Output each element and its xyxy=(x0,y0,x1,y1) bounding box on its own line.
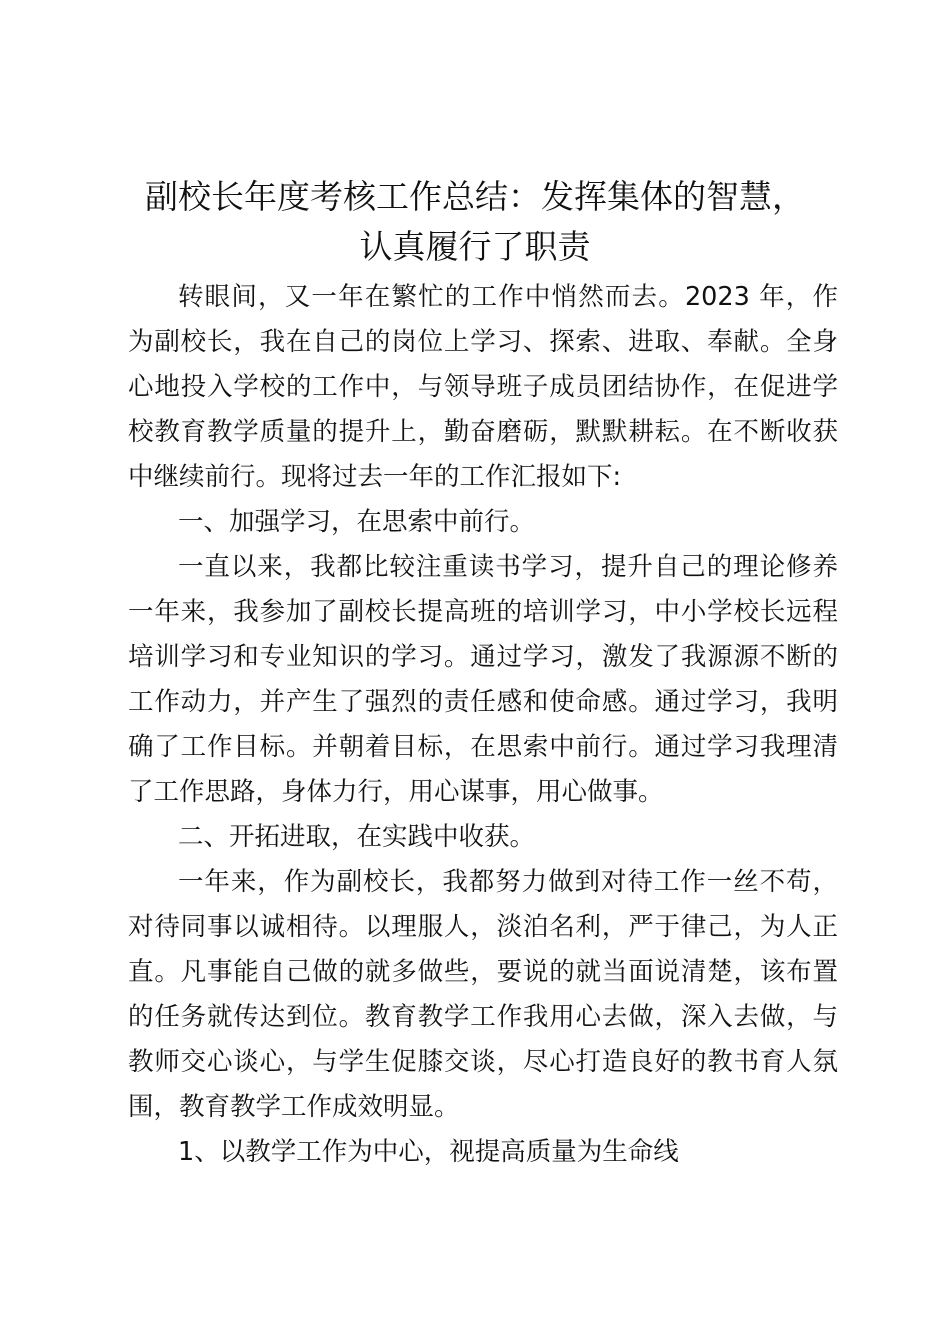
paragraph-line: 一年来，作为副校长，我都努力做到对待工作一丝不苟， xyxy=(178,867,838,897)
paragraph-line: 校教育教学质量的提升上，勤奋磨砺，默默耕耘。在不断收获 xyxy=(128,417,838,447)
paragraph-line: 工作动力，并产生了强烈的责任感和使命感。通过学习，我明 xyxy=(128,687,838,717)
section-heading-2: 二、开拓进取，在实践中收获。 xyxy=(178,822,536,852)
section-heading-1: 一、加强学习，在思索中前行。 xyxy=(178,507,536,537)
paragraph-line: 确了工作目标。并朝着目标，在思索中前行。通过学习我理清 xyxy=(128,732,838,762)
paragraph-line: 培训学习和专业知识的学习。通过学习，激发了我源源不断的 xyxy=(128,642,838,672)
document-title-line-2: 认真履行了职责 xyxy=(359,227,591,266)
paragraph-line: 围，教育教学工作成效明显。 xyxy=(128,1092,460,1122)
paragraph-line: 教师交心谈心，与学生促膝交谈，尽心打造良好的教书育人氛 xyxy=(128,1047,838,1077)
document-title-line-1: 副校长年度考核工作总结：发挥集体的智慧， xyxy=(145,177,805,216)
paragraph-line: 转眼间，又一年在繁忙的工作中悄然而去。2023 年，作 xyxy=(178,282,838,312)
paragraph-line: 了工作思路，身体力行，用心谋事，用心做事。 xyxy=(128,777,664,807)
paragraph-line: 心地投入学校的工作中，与领导班子成员团结协作，在促进学 xyxy=(128,372,838,402)
paragraph-line: 直。凡事能自己做的就多做些，要说的就当面说清楚，该布置 xyxy=(128,957,838,987)
subsection-heading-1: 1、以教学工作为中心，视提高质量为生命线 xyxy=(178,1137,679,1167)
paragraph-line: 对待同事以诚相待。以理服人，淡泊名利，严于律己，为人正 xyxy=(128,912,838,942)
paragraph-line: 一年来，我参加了副校长提高班的培训学习，中小学校长远程 xyxy=(128,597,838,627)
paragraph-line: 的任务就传达到位。教育教学工作我用心去做，深入去做，与 xyxy=(128,1002,838,1032)
paragraph-line: 为副校长，我在自己的岗位上学习、探索、进取、奉献。全身 xyxy=(128,327,838,357)
paragraph-line: 一直以来，我都比较注重读书学习，提升自己的理论修养 xyxy=(178,552,838,582)
paragraph-line: 中继续前行。现将过去一年的工作汇报如下: xyxy=(128,462,622,492)
